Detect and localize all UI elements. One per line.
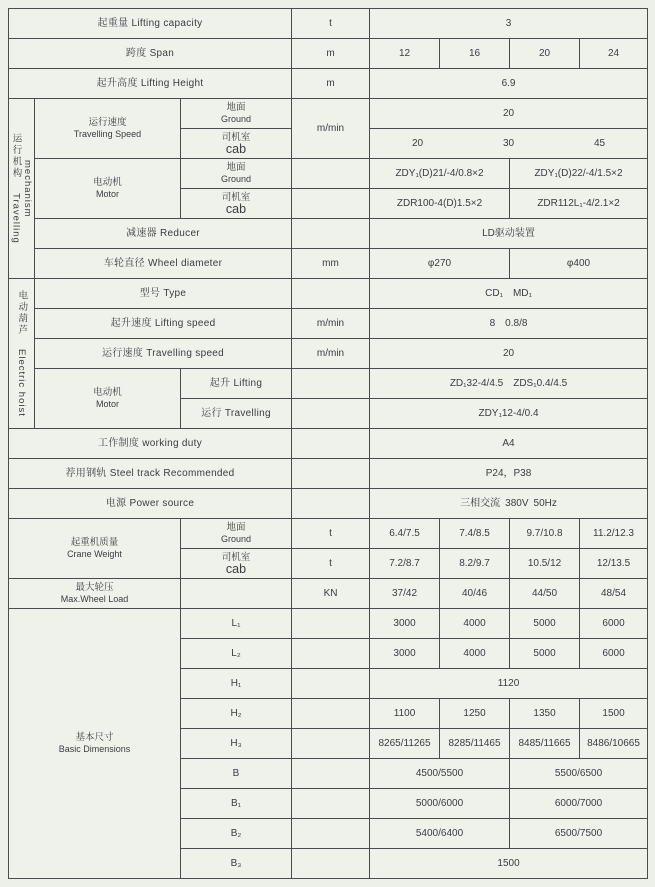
dim-value: 8486/10665 <box>580 729 648 759</box>
empty-unit-cell <box>292 369 370 399</box>
max-wheel-load-label <box>9 579 181 609</box>
lifting-capacity-value: 3 <box>370 9 648 39</box>
wheel-diameter-unit: mm <box>292 249 370 279</box>
lifting-capacity-label: 起重量 Lifting capacity <box>9 9 292 39</box>
travelling-motor-label-zh: 电动机 <box>93 177 122 189</box>
motor-ground-value: ZDY₁(D)21/-4/0.8×2 <box>370 159 510 189</box>
dim-value: 3000 <box>370 609 440 639</box>
max-wheel-load-value: 37/42 <box>370 579 440 609</box>
dim-value: 6000 <box>580 639 648 669</box>
empty-unit-cell <box>292 279 370 309</box>
dim-name: B <box>181 759 292 789</box>
lifting-height-value: 6.9 <box>370 69 648 99</box>
cab-sublabel <box>181 549 292 579</box>
cab-sublabel-en: cab <box>225 201 247 216</box>
reducer-label: 减速器 Reducer <box>35 219 292 249</box>
dim-value: 1500 <box>580 699 648 729</box>
row-hoist-travelling-speed <box>9 339 648 369</box>
max-wheel-load-value: 44/50 <box>510 579 580 609</box>
travelling-speed-cab-values <box>370 129 648 159</box>
wheel-diameter-value: φ400 <box>510 249 648 279</box>
travelling-speed-label <box>35 99 181 159</box>
empty-unit-cell <box>292 729 370 759</box>
row-lifting-capacity <box>9 9 648 39</box>
dim-value: 5000 <box>510 609 580 639</box>
empty-unit-cell <box>292 429 370 459</box>
dim-value: 4000 <box>440 639 510 669</box>
dim-name: B₃ <box>181 849 292 879</box>
crane-weight-value: 9.7/10.8 <box>510 519 580 549</box>
dim-value: 3000 <box>370 639 440 669</box>
empty-unit-cell <box>292 399 370 429</box>
hoist-motor-travelling-value: ZDY₁12-4/0.4 <box>370 399 648 429</box>
span-value: 12 <box>370 39 440 69</box>
dim-value: 6000/7000 <box>510 789 648 819</box>
lifting-height-unit: m <box>292 69 370 99</box>
crane-weight-label-en: Crane Weight <box>67 548 122 559</box>
ground-sublabel-zh: 地面 <box>226 102 246 114</box>
max-wheel-load-label-en: Max.Wheel Load <box>60 593 129 604</box>
section-label-en: Travelling mechanism <box>10 159 33 244</box>
row-crane-weight-ground <box>9 519 648 549</box>
power-source-label: 电源 Power source <box>9 489 292 519</box>
crane-weight-value: 7.2/8.7 <box>370 549 440 579</box>
travelling-speed-unit: m/min <box>292 99 370 159</box>
max-wheel-load-unit: KN <box>292 579 370 609</box>
ground-sublabel-en: Ground <box>220 533 252 544</box>
dim-name: H₂ <box>181 699 292 729</box>
hoist-type-value: CD₁ MD₁ <box>370 279 648 309</box>
section-label-en: Electric hoist <box>16 349 28 418</box>
row-travelling-motor-ground <box>9 159 648 189</box>
travelling-motor-label-en: Motor <box>95 188 119 199</box>
hoist-motor-travelling-sublabel: 运行 Travelling <box>181 399 292 429</box>
working-duty-value: A4 <box>370 429 648 459</box>
crane-weight-value: 11.2/12.3 <box>580 519 648 549</box>
hoist-motor-label-en: Motor <box>95 398 119 409</box>
travelling-motor-label <box>35 159 181 219</box>
crane-weight-value: 12/13.5 <box>580 549 648 579</box>
cab-sublabel-zh: 司机室 <box>221 131 251 143</box>
row-dim-L1 <box>9 609 648 639</box>
dim-value: 6000 <box>580 609 648 639</box>
dim-value: 4500/5500 <box>370 759 510 789</box>
basic-dimensions-label-zh: 基本尺寸 <box>75 732 114 744</box>
hoist-lifting-speed-unit: m/min <box>292 309 370 339</box>
ground-sublabel-zh: 地面 <box>226 522 246 534</box>
span-label: 跨度 Span <box>9 39 292 69</box>
row-wheel-diameter <box>9 249 648 279</box>
hoist-motor-lifting-sublabel: 起升 Lifting <box>181 369 292 399</box>
row-power-source <box>9 489 648 519</box>
row-travelling-speed-ground <box>9 99 648 129</box>
dim-value: 5400/6400 <box>370 819 510 849</box>
cab-speed-value: 20 <box>411 137 424 149</box>
empty-unit-cell <box>292 759 370 789</box>
dim-name: B₁ <box>181 789 292 819</box>
dim-name: B₂ <box>181 819 292 849</box>
wheel-diameter-label: 车轮直径 Wheel diameter <box>35 249 292 279</box>
cab-sublabel <box>181 189 292 219</box>
span-value: 16 <box>440 39 510 69</box>
hoist-motor-lifting-value: ZD₁32-4/4.5 ZDS₁0.4/4.5 <box>370 369 648 399</box>
dim-name: L₁ <box>181 609 292 639</box>
crane-weight-cab-unit: t <box>292 549 370 579</box>
crane-weight-value: 6.4/7.5 <box>370 519 440 549</box>
crane-weight-ground-unit: t <box>292 519 370 549</box>
dim-value: 1100 <box>370 699 440 729</box>
section-electric-hoist <box>9 279 35 429</box>
motor-ground-value: ZDY₁(D)22/-4/1.5×2 <box>510 159 648 189</box>
empty-unit-cell <box>292 219 370 249</box>
ground-sublabel <box>181 159 292 189</box>
dim-value: 8265/11265 <box>370 729 440 759</box>
hoist-travelling-speed-unit: m/min <box>292 339 370 369</box>
section-travelling-mechanism <box>9 99 35 279</box>
hoist-lifting-speed-value: 8 0.8/8 <box>370 309 648 339</box>
reducer-value: LD驱动装置 <box>370 219 648 249</box>
dim-value: 5500/6500 <box>510 759 648 789</box>
empty-unit-cell <box>292 669 370 699</box>
max-wheel-load-label-zh: 最大轮压 <box>75 582 114 594</box>
row-hoist-motor-lifting <box>9 369 648 399</box>
cab-sublabel-en: cab <box>225 561 247 576</box>
dim-value: 8485/11665 <box>510 729 580 759</box>
row-working-duty <box>9 429 648 459</box>
dim-value: 1250 <box>440 699 510 729</box>
empty-unit-cell <box>292 819 370 849</box>
power-source-value: 三相交流 380V 50Hz <box>370 489 648 519</box>
empty-unit-cell <box>292 789 370 819</box>
travelling-speed-label-en: Travelling Speed <box>73 128 142 139</box>
crane-weight-value: 8.2/9.7 <box>440 549 510 579</box>
hoist-motor-label <box>35 369 181 429</box>
dim-value: 1120 <box>370 669 648 699</box>
max-wheel-load-value: 48/54 <box>580 579 648 609</box>
steel-track-label: 荐用钢轨 Steel track Recommended <box>9 459 292 489</box>
cab-sublabel-zh: 司机室 <box>221 551 251 563</box>
span-unit: m <box>292 39 370 69</box>
dim-value: 1350 <box>510 699 580 729</box>
empty-unit-cell <box>292 639 370 669</box>
dim-value: 6500/7500 <box>510 819 648 849</box>
crane-weight-label-zh: 起重机质量 <box>70 537 119 549</box>
crane-weight-label <box>9 519 181 579</box>
basic-dimensions-label-en: Basic Dimensions <box>58 743 131 754</box>
dim-value: 1500 <box>370 849 648 879</box>
hoist-travelling-speed-value: 20 <box>370 339 648 369</box>
empty-unit-cell <box>292 849 370 879</box>
dim-value: 4000 <box>440 609 510 639</box>
empty-unit-cell <box>292 489 370 519</box>
dim-name: L₂ <box>181 639 292 669</box>
crane-spec-table <box>8 8 648 879</box>
basic-dimensions-label <box>9 609 181 879</box>
motor-cab-value: ZDR112L₁-4/2.1×2 <box>510 189 648 219</box>
cab-speed-value: 30 <box>502 137 515 149</box>
hoist-type-label: 型号 Type <box>35 279 292 309</box>
cab-speed-value: 45 <box>593 137 606 149</box>
wheel-diameter-value: φ270 <box>370 249 510 279</box>
cab-speed-values <box>372 138 645 150</box>
empty-unit-cell <box>292 699 370 729</box>
hoist-motor-label-zh: 电动机 <box>93 387 122 399</box>
section-label-zh: 电动葫芦 <box>16 289 28 336</box>
lifting-capacity-unit: t <box>292 9 370 39</box>
max-wheel-load-value: 40/46 <box>440 579 510 609</box>
dim-value: 5000 <box>510 639 580 669</box>
ground-sublabel-zh: 地面 <box>226 162 246 174</box>
working-duty-label: 工作制度 working duty <box>9 429 292 459</box>
motor-cab-value: ZDR100-4(D)1.5×2 <box>370 189 510 219</box>
cab-sublabel-zh: 司机室 <box>221 191 251 203</box>
ground-sublabel-en: Ground <box>220 173 252 184</box>
empty-unit-cell <box>292 609 370 639</box>
hoist-travelling-speed-label: 运行速度 Travelling speed <box>35 339 292 369</box>
travelling-speed-label-zh: 运行速度 <box>88 117 127 129</box>
travelling-speed-ground-value: 20 <box>370 99 648 129</box>
row-hoist-type <box>9 279 648 309</box>
row-span <box>9 39 648 69</box>
empty-unit-cell <box>292 159 370 189</box>
span-value: 24 <box>580 39 648 69</box>
row-lifting-height <box>9 69 648 99</box>
row-reducer <box>9 219 648 249</box>
crane-weight-value: 7.4/8.5 <box>440 519 510 549</box>
dim-value: 5000/6000 <box>370 789 510 819</box>
cab-sublabel <box>181 129 292 159</box>
dim-name: H₃ <box>181 729 292 759</box>
ground-sublabel <box>181 99 292 129</box>
section-label-zh: 运行机构 <box>10 133 22 180</box>
ground-sublabel-en: Ground <box>220 113 252 124</box>
row-hoist-lifting-speed <box>9 309 648 339</box>
lifting-height-label: 起升高度 Lifting Height <box>9 69 292 99</box>
empty-sublabel-cell <box>181 579 292 609</box>
ground-sublabel <box>181 519 292 549</box>
crane-weight-value: 10.5/12 <box>510 549 580 579</box>
empty-unit-cell <box>292 189 370 219</box>
dim-name: H₁ <box>181 669 292 699</box>
row-steel-track <box>9 459 648 489</box>
dim-value: 8285/11465 <box>440 729 510 759</box>
row-max-wheel-load <box>9 579 648 609</box>
span-value: 20 <box>510 39 580 69</box>
empty-unit-cell <box>292 459 370 489</box>
cab-sublabel-en: cab <box>225 141 247 156</box>
steel-track-value: P24，P38 <box>370 459 648 489</box>
hoist-lifting-speed-label: 起升速度 Lifting speed <box>35 309 292 339</box>
